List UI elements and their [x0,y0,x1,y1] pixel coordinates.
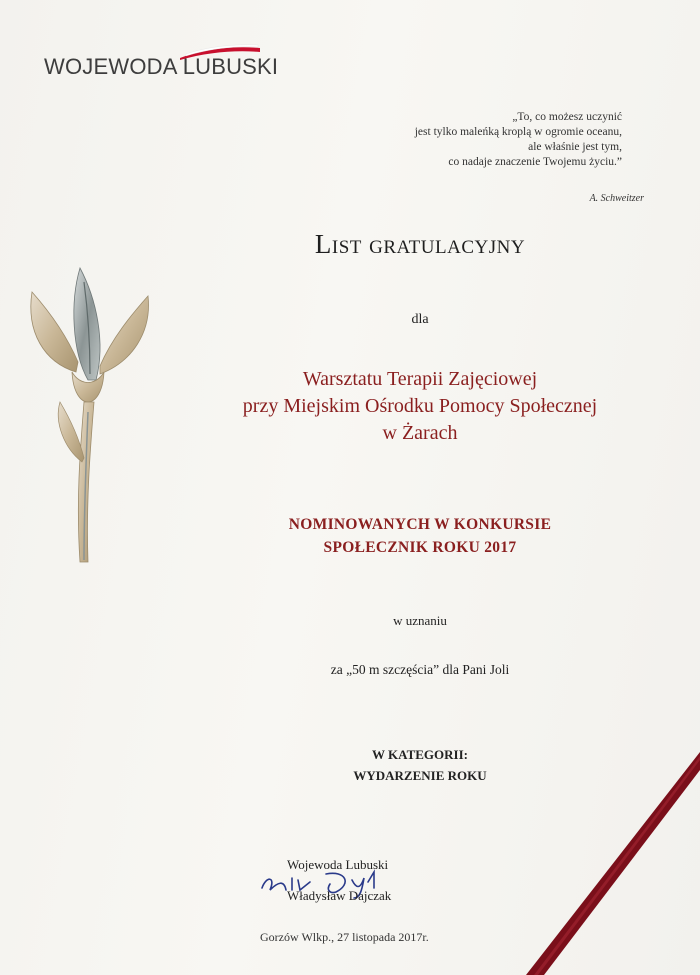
category-line: WYDARZENIE ROKU [353,768,487,783]
category-line: W KATEGORII: [372,747,468,762]
document-title: List gratulacyjny [314,229,526,259]
quote-line: jest tylko maleńką kroplą w ogromie oceanu, [414,126,622,138]
signatory-title: Wojewoda Lubuski [287,857,389,872]
recipient-line: Warsztatu Terapii Zajęciowej [302,368,538,390]
quote-line: co nadaje znaczenie Twojemu życiu.” [448,156,622,168]
recipient-line: przy Miejskim Ośrodku Pomocy Społecznej [242,395,598,417]
achievement-text: za „50 m szczęścia” dla Pani Joli [330,662,510,677]
quote-block [302,110,622,170]
for-label: dla [411,312,429,327]
category-text [170,744,670,786]
place-and-date: Gorzów Wlkp., 27 listopada 2017r. [260,930,429,944]
logo-text: WOJEWODA LUBUSKI [44,54,279,79]
quote-line: ale właśnie jest tym, [528,141,622,153]
recognition-text: w uznaniu [393,613,447,628]
voivode-logo [44,44,284,84]
recipient-name [170,366,670,447]
recipient-line: w Żarach [382,422,458,444]
quote-author: A. Schweitzer [589,193,644,204]
nomination-line: SPOŁECZNIK ROKU 2017 [323,539,517,556]
nomination-text [170,513,670,559]
nomination-line: NOMINOWANYCH W KONKURSIE [288,516,552,533]
quote-line: „To, co możesz uczynić [512,111,622,123]
flower-statuette-icon [14,262,164,572]
signatory-name: Władysław Dajczak [287,888,392,903]
